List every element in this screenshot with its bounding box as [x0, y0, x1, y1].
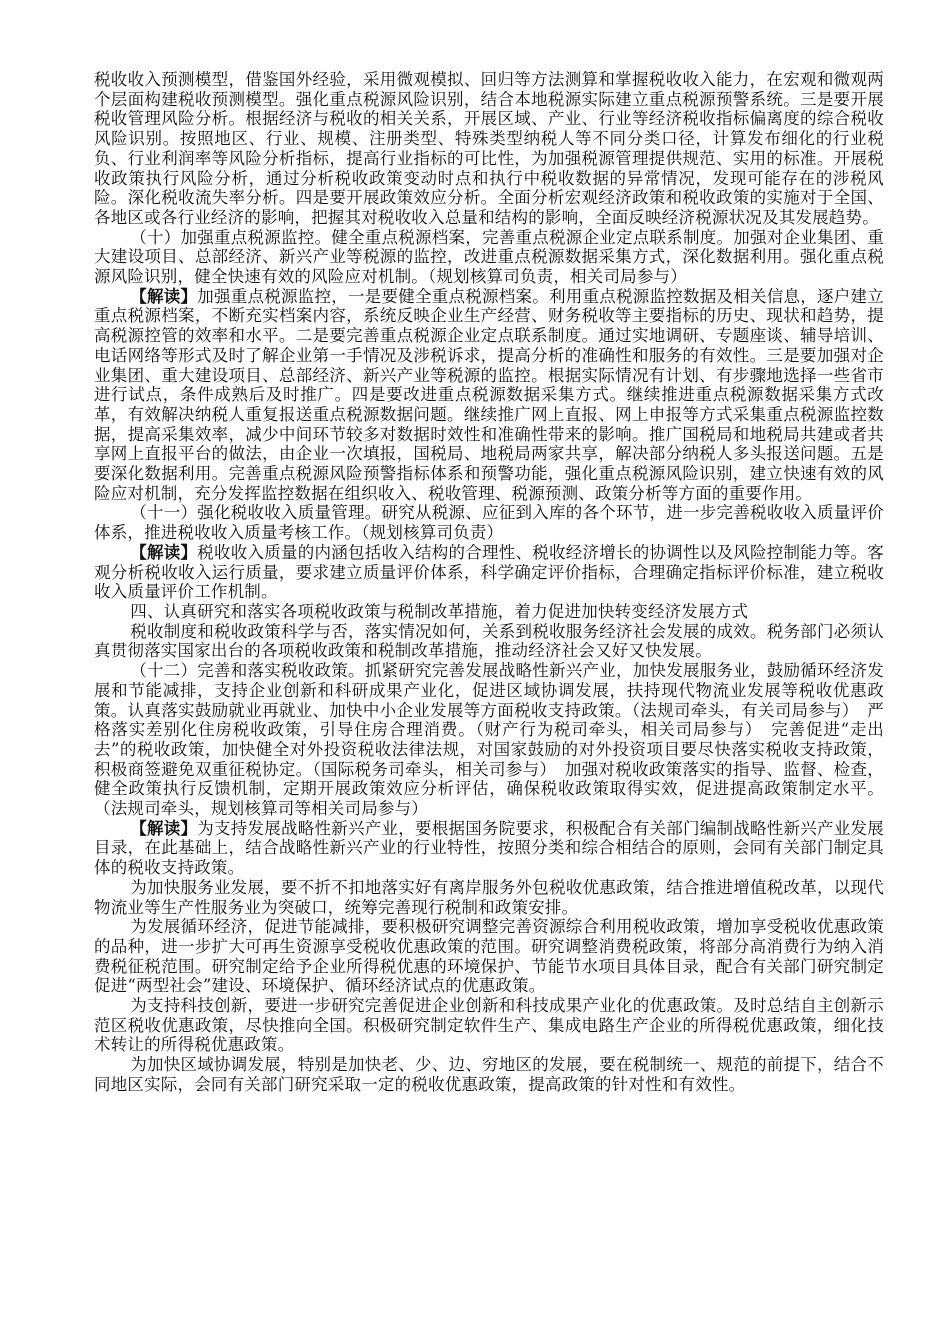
paragraph-item-11: （十一）强化税收收入质量管理。研究从税源、应征到入库的各个环节，进一步完善税收收入质量评价体系，推进税收收入质量考核工作。（规划核算司负责） — [94, 503, 884, 543]
paragraph-service-industry: 为加快服务业发展，要不折不扣地落实好有离岸服务外包税收优惠政策，结合推进增值税改革，以现代物流业等生产性服务业为突破口，统筹完善现行税制和政策安排。 — [94, 877, 884, 917]
paragraph-item-12: （十二）完善和落实税收政策。抓紧研究完善发展战略性新兴产业，加快发展服务业，鼓励循环经济发展和节能减排，支持企业创新和科研成果产业化，促进区域协调发展，扶持现代物流业发展等税收优惠政策。认真落实鼓励就业再就业、加快中小企业发展等方面税收支持政策。（法规司牵头，有关司局参与） 严格落实差别化住房税收政策，引导住房合理消费。（财产行为税司牵头，相关司局参与） 完善促进“走出去”的税收政策，加快健全对外投资税收法律法规，对国家鼓励的对外投资项目要尽快落实税收支持政策，积极商签避免双重征税协定。（国际税务司牵头，相关司参与） 加强对税收政策落实的指导、监督、检查，健全政策执行反馈机制，定期开展政策效应分析评估，确保税收政策取得实效，促进提高政策制定水平。（法规司牵头，规划核算司等相关司局参与） — [94, 661, 884, 819]
section-heading-4: 四、认真研究和落实各项税收政策与税制改革措施，着力促进加快转变经济发展方式 — [130, 601, 749, 621]
interpretation-label: 【解读】 — [130, 286, 198, 306]
paragraph-item-10: （十）加强重点税源监控。健全重点税源档案，完善重点税源企业定点联系制度。加强对企业集团、重大建设项目、总部经济、新兴产业等税源的监控，改进重点税源数据采集方式，深化数据利用。强化重点税源风险识别，健全快速有效的风险应对机制。（规划核算司负责，相关司局参与） — [94, 227, 884, 287]
document-page — [94, 70, 884, 1095]
interpretation-label: 【解读】 — [130, 818, 198, 838]
paragraph-regional-development: 为加快区域协调发展，特别是加快老、少、边、穷地区的发展，要在税制统一、规范的前提下，结合不同地区实际，会同有关部门研究采取一定的税收优惠政策，提高政策的针对性和有效性。 — [94, 1055, 884, 1094]
interpretation-text: 加强重点税源监控，一是要健全重点税源档案。利用重点税源监控数据及相关信息，逐户建立重点税源档案，不断充实档案内容，系统反映企业生产经营、财务税收等主要指标的历史、现状和趋势，提高税源控管的效率和水平。二是要完善重点税源企业定点联系制度。通过实地调研、专题座谈、辅导培训、电话网络等形式及时了解企业第一手情况及涉税诉求，提高分析的准确性和服务的有效性。三是要加强对企业集团、重大建设项目、总部经济、新兴产业等税源的监控。根据实际情况有计划、有步骤地选择一些省市进行试点，条件成熟后及时推广。四是要改进重点税源数据采集方式。继续推进重点税源数据采集方式改革，有效解决纳税人重复报送重点税源数据问题。继续推广网上直报、网上申报等方式采集重点税源监控数据，提高采集效率，减少中间环节较多对数据时效性和准确性带来的影响。推广国税局和地税局共建或者共享网上直报平台的做法，由企业一次填报，国税局、地税局两家共享，解决部分纳税人多头报送问题。五是要深化数据利用。完善重点税源风险预警指标体系和预警功能，强化重点税源风险识别，建立快速有效的风险应对机制，充分发挥监控数据在组织收入、税收管理、税源预测、政策分析等方面的重要作用。 — [94, 286, 884, 503]
paragraph-tech-innovation: 为支持科技创新，要进一步研究完善促进企业创新和科技成果产业化的优惠政策。及时总结自主创新示范区税收优惠政策，尽快推向全国。积极研究制定软件生产、集成电路生产企业的所得税优惠政策，细化技术转让的所得税优惠政策。 — [94, 996, 884, 1055]
paragraph-circular-economy: 为发展循环经济，促进节能减排，要积极研究调整完善资源综合利用税收政策，增加享受税收优惠政策的品种，进一步扩大可再生资源享受税收优惠政策的范围。研究调整消费税政策，将部分高消费行为纳入消费税征税范围。研究制定给予企业所得税优惠的环境保护、节能节水项目具体目录，配合有关部门研究制定促进“两型社会”建设、环境保护、循环经济试点的优惠政策。 — [94, 917, 884, 996]
paragraph-interpretation-11 — [94, 543, 884, 602]
interpretation-text: 税收收入质量的内涵包括收入结构的合理性、税收经济增长的协调性以及风险控制能力等。客观分析税收收入运行质量，要求建立质量评价体系，科学确定评价指标，合理确定指标评价标准，建立税收收入质量评价工作机制。 — [94, 542, 884, 602]
paragraph-continuation: 税收收入预测模型，借鉴国外经验，采用微观模拟、回归等方法测算和掌握税收收入能力，在宏观和微观两个层面构建税收预测模型。强化重点税源风险识别，结合本地税源实际建立重点税源预警系统。三是要开展税收管理风险分析。根据经济与税收的相关关系，开展区域、产业、行业等经济税收指标偏离度的综合税收风险识别。按照地区、行业、规模、注册类型、特殊类型纳税人等不同分类口径，计算发布细化的行业税负、行业利润率等风险分析指标，提高行业指标的可比性，为加强税源管理提供规范、实用的标准。开展税收政策执行风险分析，通过分析税收政策变动时点和执行中税收数据的异常情况，发现可能存在的涉税风险。深化税收流失率分析。四是要开展政策效应分析。全面分析宏观经济政策和税收政策的实施对于全国、各地区或各行业经济的影响，把握其对税收收入总量和结构的影响，全面反映经济税源状况及其发展趋势。 — [94, 70, 884, 227]
interpretation-label: 【解读】 — [130, 542, 198, 562]
paragraph-interpretation-12 — [94, 819, 884, 878]
paragraph-interpretation-10 — [94, 287, 884, 504]
paragraph-section-intro: 税收制度和税收政策科学与否，落实情况如何，关系到税收服务经济社会发展的成效。税务部门必须认真贯彻落实国家出台的各项税收政策和税制改革措施，推动经济社会又好又快发展。 — [94, 621, 884, 661]
interpretation-text: 为支持发展战略性新兴产业，要根据国务院要求，积极配合有关部门编制战略性新兴产业发展目录，在此基础上，结合战略性新兴产业的行业特性，按照分类和综合相结合的原则，会同有关部门制定具体的税收支持政策。 — [94, 818, 884, 878]
